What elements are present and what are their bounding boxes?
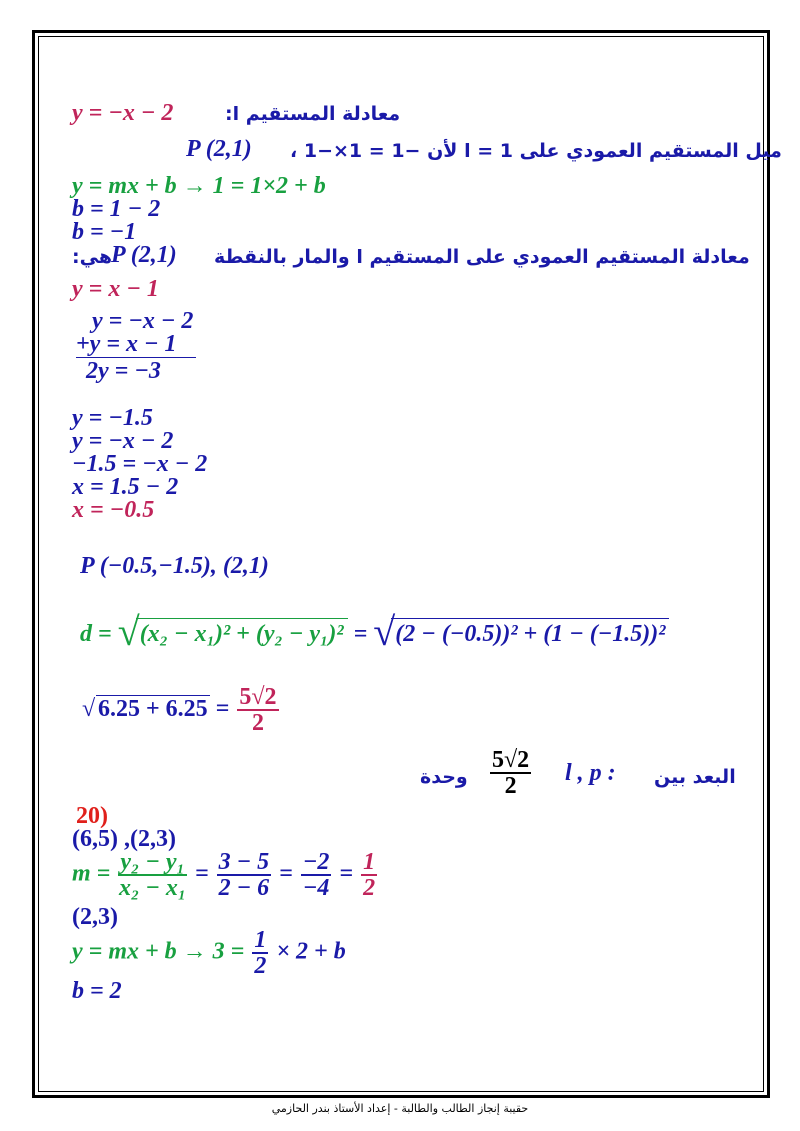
b-value-2: b = 2 — [72, 978, 122, 1004]
footer-credit: حقيبة إنجاز الطالب والطالبة - إعداد الأستاذ بندر الحازمي — [271, 1102, 529, 1115]
distance-label: البعد بين — [654, 766, 736, 788]
perpendicular-slope-text: ميل المستقيم العمودي على l = 1 لأن −1 = 1×−1 ، — [290, 140, 782, 162]
unit-label: وحدة — [420, 766, 468, 788]
elimination-eq-2: +y = x − 1 — [76, 331, 177, 357]
question-20-points: (6,5) ,(2,3) — [72, 826, 176, 852]
elimination-eq-1: y = −x − 2 — [92, 308, 194, 334]
x-step: x = 1.5 − 2 — [72, 474, 179, 500]
question-number-20: 20) — [76, 803, 108, 829]
substitute-eq: y = −x − 2 — [72, 428, 174, 454]
line-equation-l: y = −x − 2 — [72, 100, 174, 126]
distance-vars: l , p : — [565, 760, 616, 786]
intersection-points: P (−0.5,−1.5), (2,1) — [80, 553, 269, 579]
label-line-l: معادلة المستقيم l: — [225, 103, 401, 125]
slope-intercept-step: y = mx + b → 1 = 1×2 + b — [72, 173, 326, 199]
y-value: y = −1.5 — [72, 405, 153, 431]
substitute-step: −1.5 = −x − 2 — [72, 451, 208, 477]
point-p-2-1-b: P (2,1) — [111, 242, 177, 268]
distance-simplify: √ 6.25 + 6.25 = $\frac{5√2}{2}$ — [80, 685, 281, 735]
perpendicular-line-label: معادلة المستقيم العمودي على المستقيم l والمار بالنقطة — [214, 246, 750, 268]
perpendicular-equation: y = x − 1 — [72, 276, 159, 302]
b-step-1: b = 1 − 2 — [72, 196, 161, 222]
point-p-2-1: P (2,1) — [186, 136, 252, 162]
x-value: x = −0.5 — [72, 497, 155, 523]
point-2-3: (2,3) — [72, 904, 118, 930]
slope-calculation: m = $\frac{\text{y₂ − y₁}}{\text{x₂ − x₁}}$ = $\frac{3 - 5}{2 - 6}$ = $\frac{-2}{-4}$ = $\frac{1}{2}$ — [72, 849, 376, 901]
label-is: هي: — [72, 246, 112, 268]
elimination-result: 2y = −3 — [86, 358, 161, 384]
b-result: b = −1 — [72, 219, 137, 245]
intercept-calculation: y = mx + b → 3 = $\frac{1}{2}$ × 2 + b — [72, 927, 346, 979]
distance-formula: d = √ (x₂ − x₁)² + (y₂ − y₁)² = √ (2 − (−0.5))² + (1 − (−1.5))² — [80, 618, 669, 647]
distance-fraction: $\frac{5√2}{2}$ — [492, 747, 530, 799]
